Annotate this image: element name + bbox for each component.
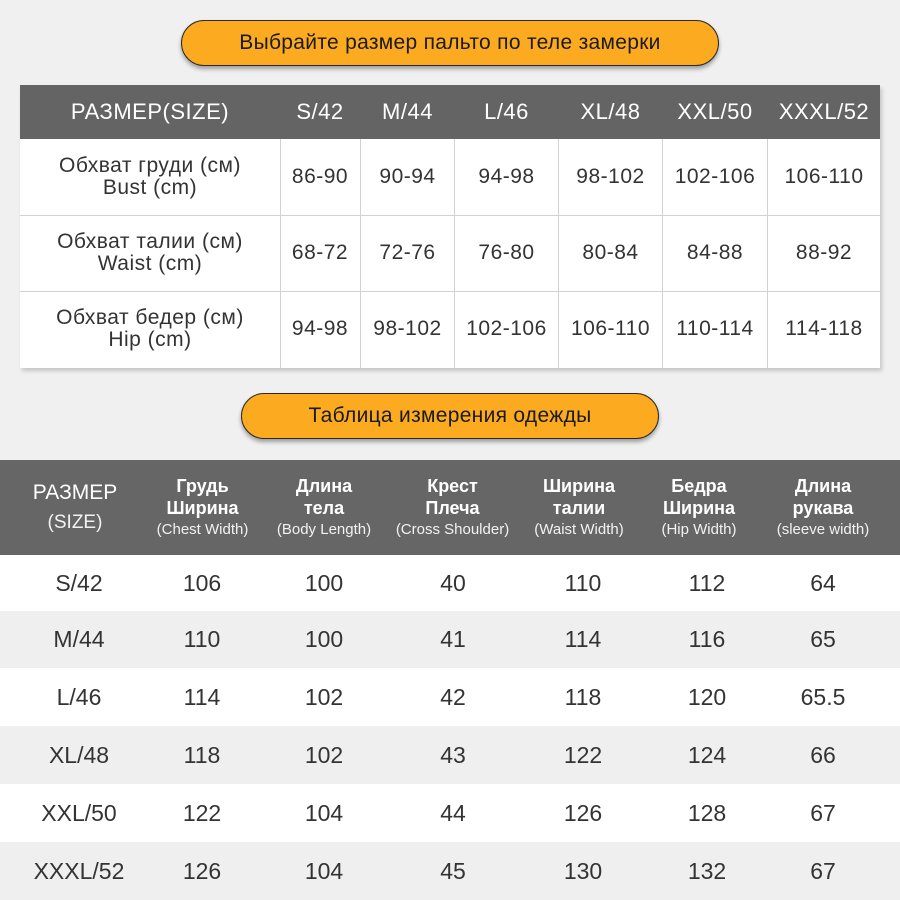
garment-value-cell: 65 [810,626,836,652]
hip-label-ru: Обхват бедер (см) [56,306,244,329]
garment-value-cell: 122 [182,799,222,826]
waist-label [20,215,280,291]
waist-row [20,215,880,291]
garment-header-shoulder-ru1: Крест [427,475,478,496]
garment-header-hip-ru2: Ширина [662,497,736,518]
garment-value-cell: 100 [304,626,344,652]
bust-value: 90-94 [379,165,436,188]
body-table-size-xxxl52: XXXL/52 [778,99,870,124]
bust-value: 98-102 [576,165,645,188]
garment-header-length-ru1: Длина [295,475,353,496]
garment-value-cell: 124 [687,741,727,768]
garment-table-banner-text: Таблица измерения одежды [308,404,592,427]
hip-row [20,291,880,367]
garment-header-shoulder-ru2: Плеча [425,497,480,518]
garment-header-sleeve-ru2: рукава [792,497,854,518]
garment-size-cell: XXXL/52 [33,857,125,884]
garment-value-cell: 110 [183,626,221,652]
garment-value-cell: 102 [304,741,344,768]
garment-value-cell: 114 [564,626,602,652]
bust-value: 86-90 [291,165,349,188]
garment-header-sleeve-en: (sleeve width) [776,520,870,538]
bust-label-ru: Обхват груди (см) [59,154,241,177]
garment-table-header [0,460,900,555]
garment-value-cell: 44 [440,799,466,826]
garment-header-waist-ru1: Ширина [542,475,616,496]
garment-value-cell: 66 [810,741,836,768]
garment-size-cell: M/44 [53,626,105,652]
garment-row-xxxl52 [0,842,900,900]
garment-header-length [263,460,385,555]
garment-header-size [0,460,150,555]
waist-value: 76-80 [478,241,535,264]
garment-header-chest-ru1: Грудь [176,475,229,496]
garment-header-chest-en: (Chest Width) [156,520,249,538]
garment-value-cell: 45 [440,857,466,884]
hip-value: 98-102 [373,317,442,340]
garment-value-cell: 42 [440,683,466,710]
garment-header-waist [520,460,638,555]
bust-value: 102-106 [674,165,756,188]
garment-value-cell: 122 [563,741,603,768]
body-table-size-xxl50: XXL/50 [677,99,753,124]
garment-header-chest [145,460,260,555]
hip-label [20,291,280,367]
garment-header-size-en: (SIZE) [47,511,103,533]
garment-value-cell: 65.5 [800,683,846,710]
waist-value: 72-76 [379,241,436,264]
garment-header-length-ru2: тела [303,497,345,518]
garment-size-cell: XL/48 [48,741,110,768]
garment-row-s42 [0,555,900,611]
garment-value-cell: 106 [182,569,222,596]
garment-header-waist-en: (Waist Width) [534,520,624,538]
hip-value: 106-110 [570,317,650,340]
garment-value-cell: 114 [183,683,221,710]
garment-value-cell: 126 [182,857,222,884]
garment-value-cell: 104 [304,799,344,826]
body-table-size-xl48: XL/48 [580,99,641,124]
garment-value-cell: 102 [304,683,344,710]
bust-label-en: Bust (cm) [102,176,198,199]
garment-size-cell: XXL/50 [41,799,117,826]
garment-value-cell: 67 [810,857,836,884]
garment-size-cell: S/42 [55,569,103,596]
garment-value-cell: 41 [440,626,466,652]
garment-header-length-en: (Body Length) [276,520,372,538]
garment-header-chest-ru2: Ширина [166,497,239,518]
waist-label-en: Waist (cm) [97,252,203,275]
garment-row-xl48 [0,726,900,784]
garment-header-waist-ru2: талии [552,497,606,518]
bust-value: 94-98 [478,165,535,188]
body-table-size-s42: S/42 [296,99,344,124]
garment-value-cell: 128 [687,799,727,826]
garment-row-xxl50 [0,784,900,842]
body-measurement-table [20,85,880,368]
garment-value-cell: 118 [183,741,221,768]
waist-value: 84-88 [686,241,744,264]
bust-label [20,139,280,215]
garment-header-hip [640,460,758,555]
garment-table-banner [241,393,659,439]
garment-row-l46 [0,668,900,726]
size-guide-banner [181,20,719,66]
body-table-size-m44: M/44 [382,99,433,124]
garment-value-cell: 110 [564,569,602,596]
garment-header-sleeve [762,460,884,555]
bust-value: 106-110 [784,165,864,188]
bust-row [20,139,880,215]
garment-value-cell: 132 [687,857,727,884]
garment-size-cell: L/46 [56,683,102,710]
hip-value: 94-98 [291,317,349,340]
waist-value: 88-92 [795,241,853,264]
garment-value-cell: 100 [304,569,344,596]
body-table-size-l46: L/46 [484,99,529,124]
garment-value-cell: 126 [563,799,603,826]
garment-value-cell: 116 [688,626,726,652]
size-guide-banner-text: Выбрайте размер пальто по теле замерки [239,31,661,54]
garment-value-cell: 64 [810,569,836,596]
garment-value-cell: 118 [564,683,602,710]
garment-header-hip-ru1: Бедра [671,475,727,496]
garment-header-sleeve-ru1: Длина [794,475,852,496]
garment-value-cell: 112 [688,569,726,596]
body-table-size-title: РАЗМЕР(SIZE) [70,99,230,124]
garment-header-shoulder [385,460,520,555]
garment-header-size-ru: РАЗМЕР [32,480,118,504]
waist-label-ru: Обхват талии (см) [57,230,243,253]
waist-value: 80-84 [582,241,639,264]
garment-header-hip-en: (Hip Width) [661,520,737,538]
waist-value: 68-72 [291,241,349,264]
garment-value-cell: 120 [687,683,727,710]
hip-label-en: Hip (cm) [108,328,192,351]
garment-value-cell: 67 [810,799,836,826]
garment-value-cell: 104 [304,857,344,884]
hip-value: 102-106 [466,317,547,340]
garment-header-shoulder-en: (Cross Shoulder) [395,520,510,538]
garment-value-cell: 43 [440,741,466,768]
body-table-header [20,85,880,139]
hip-value: 114-118 [785,317,863,340]
hip-value: 110-114 [676,317,754,340]
garment-value-cell: 130 [563,857,603,884]
garment-value-cell: 40 [440,569,466,596]
garment-row-m44 [0,611,900,668]
